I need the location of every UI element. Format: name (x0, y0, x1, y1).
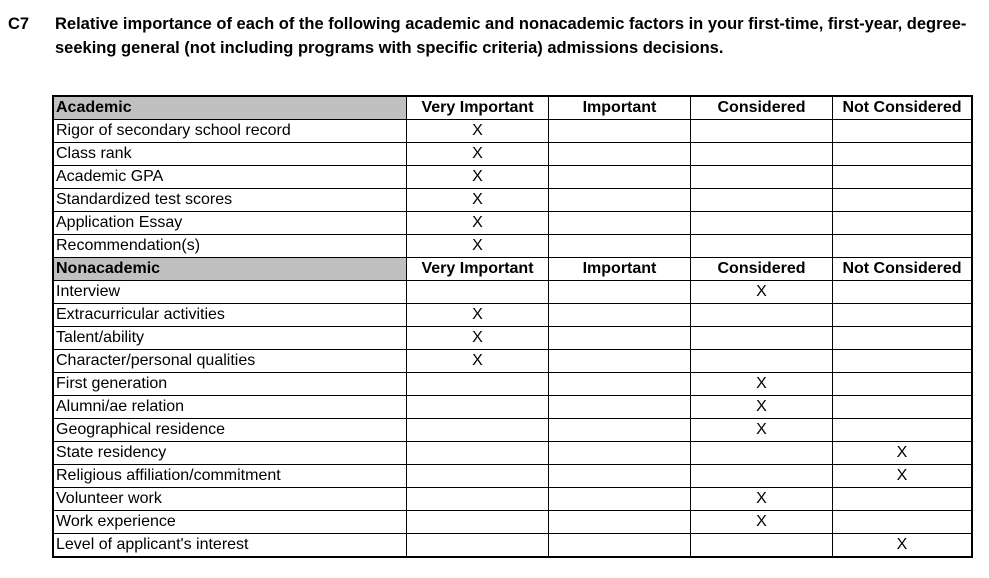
rating-cell-considered (691, 166, 833, 189)
column-header-very-important: Very Important (407, 258, 549, 281)
factor-label: Talent/ability (53, 327, 407, 350)
factor-label: Volunteer work (53, 488, 407, 511)
rating-cell-considered (691, 350, 833, 373)
rating-cell-not-considered (833, 166, 973, 189)
rating-cell-considered (691, 534, 833, 558)
rating-cell-considered: X (691, 373, 833, 396)
column-header-considered: Considered (691, 96, 833, 120)
rating-cell-important (549, 304, 691, 327)
rating-cell-considered: X (691, 419, 833, 442)
factor-label: Level of applicant's interest (53, 534, 407, 558)
column-header-not-considered: Not Considered (833, 258, 973, 281)
table-row (53, 120, 972, 143)
question-text: Relative importance of each of the following academic and nonacademic factors in your first-time, first-year, degree-seeking general (not including programs with specific criteria) admissions decisions. (55, 15, 967, 57)
rating-cell-important (549, 350, 691, 373)
table-row (53, 350, 972, 373)
rating-cell-very-important: X (407, 189, 549, 212)
table-row (53, 143, 972, 166)
rating-cell-important (549, 442, 691, 465)
table-row (53, 166, 972, 189)
rating-cell-important (549, 120, 691, 143)
factor-label: Alumni/ae relation (53, 396, 407, 419)
rating-cell-very-important (407, 511, 549, 534)
rating-cell-considered (691, 442, 833, 465)
table-row (53, 442, 972, 465)
rating-cell-very-important (407, 442, 549, 465)
rating-cell-important (549, 511, 691, 534)
rating-cell-not-considered (833, 235, 973, 258)
rating-cell-very-important: X (407, 166, 549, 189)
rating-cell-very-important: X (407, 350, 549, 373)
factor-label: Work experience (53, 511, 407, 534)
table-row (53, 281, 972, 304)
rating-cell-important (549, 419, 691, 442)
factor-label: Academic GPA (53, 166, 407, 189)
table-body (53, 96, 972, 557)
rating-cell-not-considered (833, 120, 973, 143)
table-row (53, 189, 972, 212)
rating-cell-considered (691, 212, 833, 235)
rating-cell-not-considered (833, 373, 973, 396)
admission-factors-table (52, 95, 973, 558)
table-row (53, 511, 972, 534)
rating-cell-not-considered: X (833, 442, 973, 465)
rating-cell-very-important: X (407, 143, 549, 166)
column-header-not-considered: Not Considered (833, 96, 973, 120)
rating-cell-very-important (407, 373, 549, 396)
table-row (53, 373, 972, 396)
factor-label: Interview (53, 281, 407, 304)
rating-cell-very-important: X (407, 235, 549, 258)
section-title: Academic (53, 96, 407, 120)
rating-cell-very-important (407, 465, 549, 488)
rating-cell-very-important (407, 534, 549, 558)
factor-label: Geographical residence (53, 419, 407, 442)
rating-cell-very-important: X (407, 120, 549, 143)
question-number: C7 (8, 15, 30, 33)
question-heading (8, 12, 968, 60)
rating-cell-considered: X (691, 396, 833, 419)
column-header-very-important: Very Important (407, 96, 549, 120)
rating-cell-not-considered (833, 396, 973, 419)
rating-cell-considered (691, 143, 833, 166)
rating-cell-important (549, 189, 691, 212)
factor-label: Character/personal qualities (53, 350, 407, 373)
rating-cell-not-considered (833, 488, 973, 511)
rating-cell-not-considered (833, 327, 973, 350)
rating-cell-considered (691, 120, 833, 143)
table-row (53, 212, 972, 235)
rating-cell-important (549, 396, 691, 419)
rating-cell-very-important (407, 488, 549, 511)
table-row (53, 465, 972, 488)
rating-cell-important (549, 534, 691, 558)
rating-cell-important (549, 488, 691, 511)
rating-cell-not-considered (833, 281, 973, 304)
rating-cell-considered: X (691, 281, 833, 304)
rating-cell-very-important (407, 419, 549, 442)
rating-cell-not-considered (833, 189, 973, 212)
table-row (53, 304, 972, 327)
factor-label: Standardized test scores (53, 189, 407, 212)
rating-cell-important (549, 166, 691, 189)
factor-label: Rigor of secondary school record (53, 120, 407, 143)
rating-cell-not-considered (833, 419, 973, 442)
rating-cell-very-important (407, 396, 549, 419)
column-header-important: Important (549, 96, 691, 120)
rating-cell-not-considered (833, 350, 973, 373)
rating-cell-considered (691, 304, 833, 327)
rating-cell-not-considered: X (833, 465, 973, 488)
rating-cell-important (549, 465, 691, 488)
rating-cell-not-considered (833, 304, 973, 327)
factor-label: State residency (53, 442, 407, 465)
rating-cell-important (549, 143, 691, 166)
factor-label: Religious affiliation/commitment (53, 465, 407, 488)
column-header-considered: Considered (691, 258, 833, 281)
table-row (53, 488, 972, 511)
rating-cell-not-considered (833, 212, 973, 235)
table-row (53, 419, 972, 442)
rating-cell-important (549, 327, 691, 350)
rating-cell-considered: X (691, 488, 833, 511)
table-row (53, 534, 972, 558)
factor-label: Extracurricular activities (53, 304, 407, 327)
table-row (53, 327, 972, 350)
rating-cell-not-considered (833, 143, 973, 166)
rating-cell-very-important: X (407, 304, 549, 327)
factor-label: Application Essay (53, 212, 407, 235)
table-row (53, 396, 972, 419)
rating-cell-very-important: X (407, 212, 549, 235)
factor-label: Recommendation(s) (53, 235, 407, 258)
rating-cell-not-considered (833, 511, 973, 534)
table-row (53, 235, 972, 258)
section-title: Nonacademic (53, 258, 407, 281)
rating-cell-important (549, 373, 691, 396)
rating-cell-considered (691, 465, 833, 488)
rating-cell-considered: X (691, 511, 833, 534)
rating-cell-considered (691, 189, 833, 212)
factor-label: First generation (53, 373, 407, 396)
rating-cell-considered (691, 235, 833, 258)
section-header-academic (53, 96, 972, 120)
column-header-important: Important (549, 258, 691, 281)
rating-cell-important (549, 281, 691, 304)
rating-cell-not-considered: X (833, 534, 973, 558)
section-header-nonacademic (53, 258, 972, 281)
rating-cell-very-important: X (407, 327, 549, 350)
rating-cell-important (549, 235, 691, 258)
rating-cell-considered (691, 327, 833, 350)
rating-cell-very-important (407, 281, 549, 304)
rating-cell-important (549, 212, 691, 235)
factor-label: Class rank (53, 143, 407, 166)
